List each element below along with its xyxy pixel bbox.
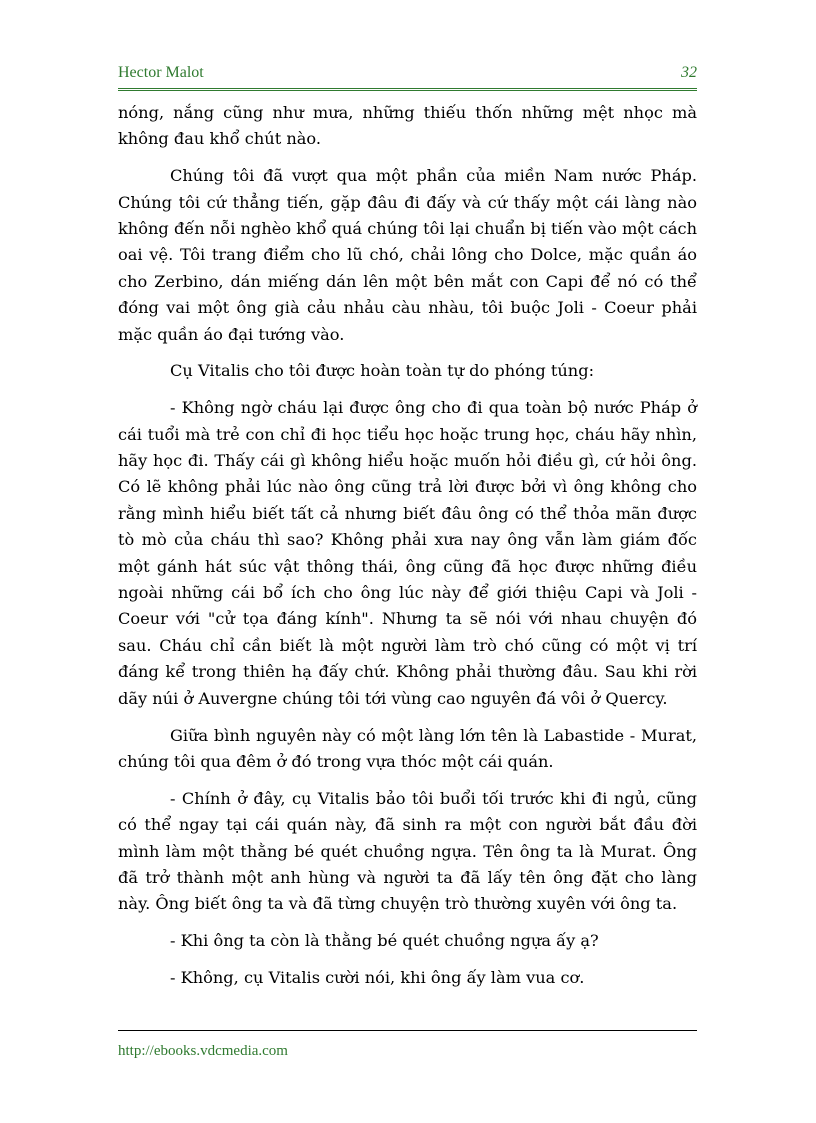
paragraph: - Không ngờ cháu lại được ông cho đi qua toàn bộ nước Pháp ở cái tuổi mà trẻ con chỉ đi học tiểu học hoặc trung học, cháu hãy nhìn, hãy học đi. Thấy cái gì không hiểu hoặc muốn hỏi điều gì, cứ hỏi ông. Có lẽ không phải lúc nào ông cũng trả lời được bởi vì ông không cho rằng mình hiểu biết tất cả nhưng biết đâu ông có thể thỏa mãn được tò mò của cháu thì sao? Không phải xưa nay ông vẫn làm giám đốc một gánh hát súc vật thông thái, ông cũng đã học được những điều ngoài những cái bổ ích cho ông lúc này để giới thiệu Capi và Joli - Coeur với "cử tọa đáng kính". Nhưng ta sẽ nói với nhau chuyện đó sau. Cháu chỉ cần biết là một người làm trò chó cũng có một vị trí đáng kể trong thiên hạ đấy chứ. Không phải thường đâu. Sau khi rời dãy núi ở Auvergne chúng tôi tới vùng cao nguyên đá vôi ở Quercy.	[118, 398, 697, 708]
paragraph: - Chính ở đây, cụ Vitalis bảo tôi buổi tối trước khi đi ngủ, cũng có thể ngay tại cái quán này, đã sinh ra một con người bắt đầu đời mình làm một thằng bé quét chuồng ngựa. Tên ông ta là Murat. Ông đã trở thành một anh hùng và người ta đã lấy tên ông đặt cho làng này. Ông biết ông ta và đã từng chuyện trò thường xuyên với ông ta.	[118, 788, 697, 914]
footer-url: http://ebooks.vdcmedia.com	[118, 1043, 288, 1059]
page-number: 32	[681, 64, 697, 81]
header-divider	[118, 88, 697, 91]
body-text	[118, 100, 697, 1002]
paragraph: Giữa bình nguyên này có một làng lớn tên là Labastide - Murat, chúng tôi qua đêm ở đó trong vựa thóc một cái quán.	[118, 725, 697, 771]
paragraph: Cụ Vitalis cho tôi được hoàn toàn tự do phóng túng:	[170, 361, 595, 381]
paragraph: - Không, cụ Vitalis cười nói, khi ông ấy làm vua cơ.	[170, 967, 585, 987]
footer-divider	[118, 1030, 697, 1031]
header-author: Hector Malot	[118, 64, 204, 81]
paragraph: Chúng tôi đã vượt qua một phần của miền Nam nước Pháp. Chúng tôi cứ thẳng tiến, gặp đâu đi đấy và cứ thấy một cái làng nào không đến nỗi nghèo khổ quá chúng tôi lại chuẩn bị tiến vào một cách oai vệ. Tôi trang điểm cho lũ chó, chải lông cho Dolce, mặc quần áo cho Zerbino, dán miếng dán lên một bên mắt con Capi để nó có thể đóng vai một ông già cảu nhảu càu nhàu, tôi buộc Joli - Coeur phải mặc quần áo đại tướng vào.	[118, 166, 697, 344]
paragraph: nóng, nắng cũng như mưa, những thiếu thốn những mệt nhọc mà không đau khổ chút nào.	[118, 103, 697, 149]
page-header	[118, 64, 697, 86]
paragraph: - Khi ông ta còn là thằng bé quét chuồng ngựa ấy ạ?	[170, 931, 599, 951]
